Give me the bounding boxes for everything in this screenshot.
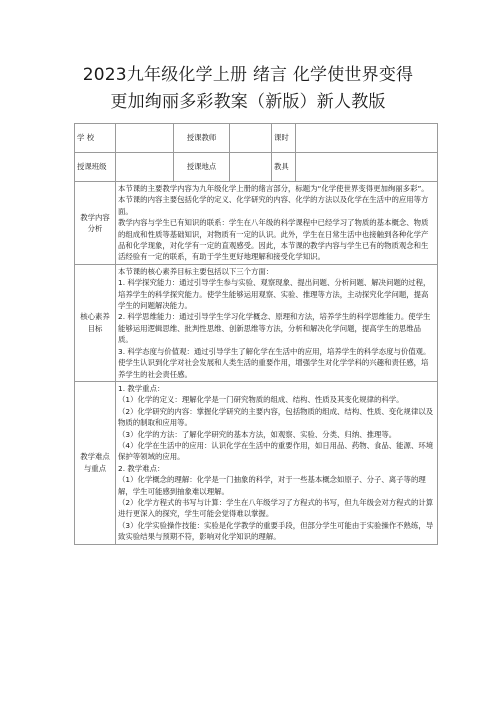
keypoints-row — [75, 381, 438, 544]
keypoints-paragraph: （2）化学方程式的书写与计算：学生在八年级学习了方程式的书写，但九年级会对方程式的计算进行更深入的探究，学生可能会觉得难以掌握。 — [118, 497, 434, 519]
literacy-content — [116, 264, 438, 381]
location-value[interactable] — [230, 153, 272, 182]
meta-row-2 — [75, 153, 438, 182]
literacy-row — [75, 264, 438, 381]
period-label: 课时 — [272, 124, 296, 153]
keypoints-paragraph: （4）化学在生活中的应用：认识化学在生活中的重要作用，如日用品、药物、食品、能源、环境保护等领域的应用。 — [118, 440, 434, 462]
analysis-row — [75, 182, 438, 265]
class-value[interactable] — [116, 153, 174, 182]
analysis-content — [116, 182, 438, 265]
literacy-paragraph: 1. 科学探究能力：通过引导学生参与实验、观察现象、提出问题、分析问题、解决问题的过程，培养学生的科学探究能力。使学生能够运用观察、实验、推理等方法，主动探究化学问题，提高学生的问题解决能力。 — [118, 278, 431, 311]
school-label: 学 校 — [75, 124, 116, 153]
meta-row-1 — [75, 124, 438, 153]
location-label: 授课地点 — [174, 153, 230, 182]
teacher-value[interactable] — [230, 124, 272, 153]
title-line-1: 2023九年级化学上册 绪言 化学使世界变得 — [82, 65, 414, 85]
teacher-label: 授课教师 — [174, 124, 230, 153]
class-label: 授课班级 — [75, 153, 116, 182]
lesson-plan-table — [74, 123, 438, 545]
title-line-2: 更加绚丽多彩教案（新版）新人教版 — [110, 92, 386, 112]
literacy-paragraph: 3. 科学态度与价值观：通过引导学生了解化学在生活中的应用，培养学生的科学态度与价值观。使学生认识到化学对社会发展和人类生活的重要作用，增强学生对化学学科的兴趣和责任感，培养学生的社会责任感。 — [118, 346, 431, 379]
literacy-paragraph: 本节课的核心素养目标主要包括以下三个方面： — [118, 266, 274, 276]
page-title — [40, 62, 456, 116]
keypoints-paragraph: （3）化学实验操作技能：实验是化学教学的重要手段，但部分学生可能由于实验操作不熟练，导致实验结果与预期不符，影响对化学知识的理解。 — [118, 520, 434, 542]
period-value[interactable] — [296, 124, 438, 153]
analysis-paragraph: 本节课的主要教学内容为九年级化学上册的绪言部分，标题为“化学使世界变得更加绚丽多彩”。本节课的内容主要包括化学的定义、化学研究的内容、化学的方法以及化学在生活中的应用等方面。 — [118, 184, 429, 216]
keypoints-content — [116, 381, 438, 544]
analysis-paragraph: 教学内容与学生已有知识的联系：学生在八年级的科学课程中已经学习了物质的基本概念、物质的组成和性质等基础知识，对物质有一定的认识。此外，学生在日常生活中也接触到各种化学产品和化学现象，对化学有一定的直观感受。因此，本节课的教学内容与学生已有的物质观念和生活经验有一定的联系，有助于学生更好地理解和接受化学知识。 — [118, 218, 429, 262]
keypoints-paragraph: 1. 教学重点： — [118, 383, 165, 393]
textbook-label: 教具 — [272, 153, 296, 182]
literacy-paragraph: 2. 科学思维能力：通过引导学生学习化学概念、原理和方法，培养学生的科学思维能力。使学生能够运用逻辑思维、批判性思维、创新思维等方法，分析和解决化学问题，提高学生的思维品质。 — [118, 312, 431, 345]
keypoints-label: 教学难点与重点 — [75, 381, 116, 544]
keypoints-paragraph: （1）化学概念的理解：化学是一门抽象的科学，对于一些基本概念如原子、分子、离子等的理解，学生可能感到抽象难以理解。 — [118, 475, 426, 496]
textbook-value[interactable] — [296, 153, 438, 182]
analysis-label: 教学内容分析 — [75, 182, 116, 265]
keypoints-paragraph: （3）化学的方法：了解化学研究的基本方法，如观察、实验、分类、归纳、推理等。 — [118, 429, 397, 439]
keypoints-paragraph: （2）化学研究的内容：掌握化学研究的主要内容，包括物质的组成、结构、性质、变化规律以及物质的制取和应用等。 — [118, 406, 434, 428]
school-value[interactable] — [116, 124, 174, 153]
keypoints-paragraph: （1）化学的定义：理解化学是一门研究物质的组成、结构、性质及其变化规律的科学。 — [118, 395, 404, 405]
literacy-label: 核心素养目标 — [75, 264, 116, 381]
keypoints-paragraph: 2. 教学难点： — [118, 463, 165, 473]
